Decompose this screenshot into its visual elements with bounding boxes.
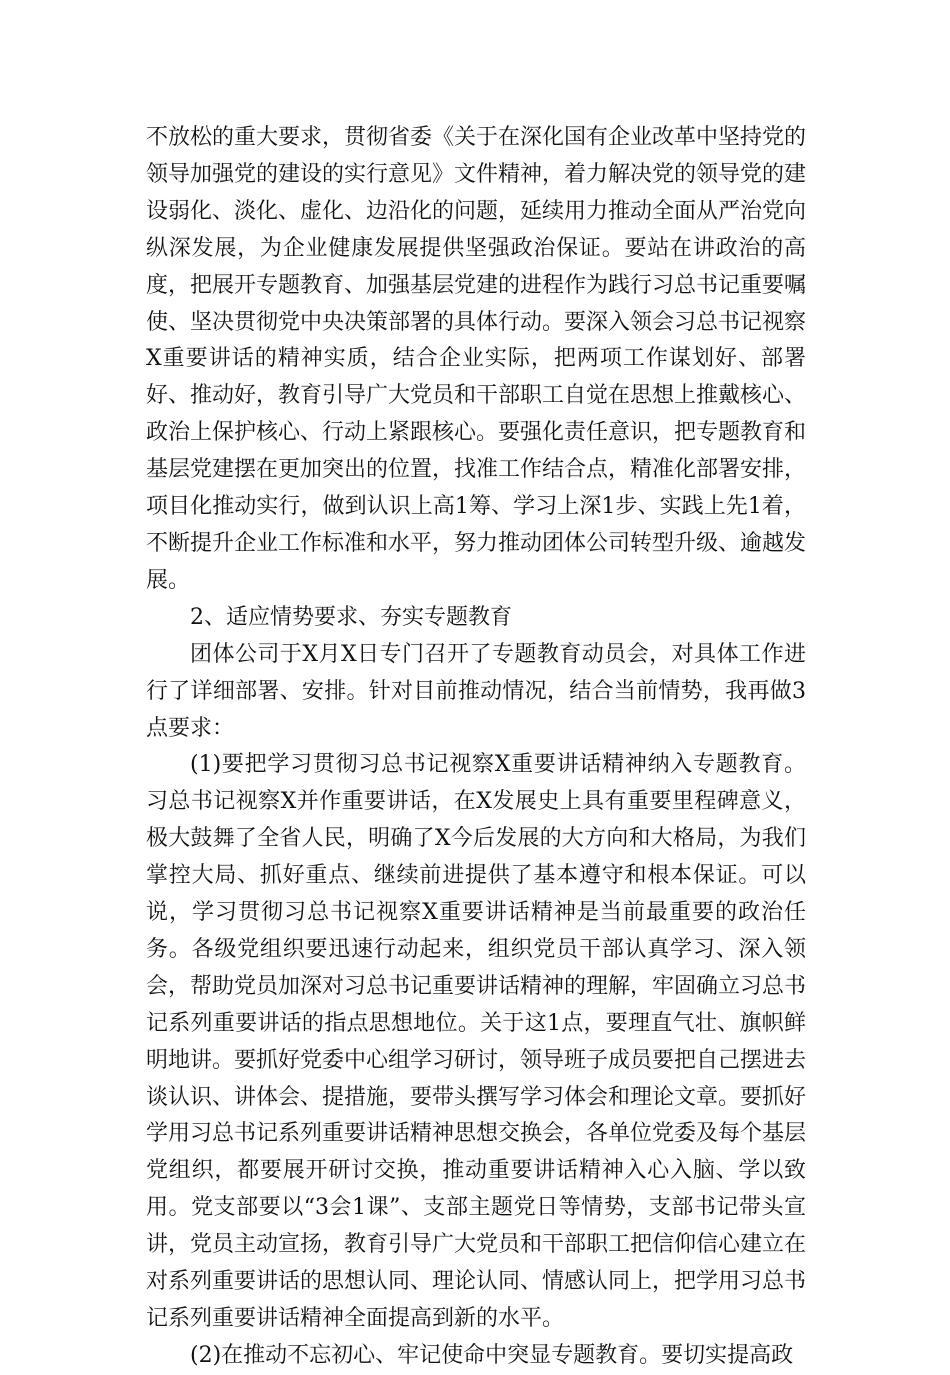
paragraph-requirement-1: (1)要把学习贯彻习总书记视察X重要讲话精神纳入专题教育。习总书记视察X并作重要讲话，在X发展史上具有重要里程碑意义，极大鼓舞了全省人民，明确了X今后发展的大方向和大格局，为我们掌控大局、抓好重点、继续前进提供了基本遵守和根本保证。可以说，学习贯彻习总书记视察X重要讲话精神是当前最重要的政治任务。各级党组织要迅速行动起来，组织党员干部认真学习、深入领会，帮助党员加深对习总书记重要讲话精神的理解，牢固确立习总书记系列重要讲话的指点思想地位。关于这1点，要理直气壮、旗帜鲜明地讲。要抓好党委中心组学习研讨，领导班子成员要把自己摆进去谈认识、讲体会、提措施，要带头撰写学习体会和理论文章。要抓好学用习总书记系列重要讲话精神思想交换会，各单位党委及每个基层党组织，都要展开研讨交换，推动重要讲话精神入心入脑、学以致用。党支部要以“3会1课”、支部主题党日等情势，支部书记带头宣讲，党员主动宣扬，教育引导广大党员和干部职工把信仰信心建立在对系列重要讲话的思想认同、理论认同、情感认同上，把学用习总书记系列重要讲话精神全面提高到新的水平。 [146,752,807,1331]
paragraph-requirement-2: (2)在推动不忘初心、牢记使命中突显专题教育。要切实提高政 [190,1342,794,1368]
paragraph-mobilization: 团体公司于X月X日专门召开了专题教育动员会，对具体工作进行了详细部署、安排。针对目前推动情况，结合当前情势，我再做3点要求： [146,641,806,741]
document-body [146,120,806,1375]
paragraph-continuation: 不放松的重大要求，贯彻省委《关于在深化国有企业改革中坚持党的领导加强党的建设的实行意见》文件精神，着力解决党的领导党的建设弱化、淡化、虚化、边沿化的问题，延续用力推动全面从严治党向纵深发展，为企业健康发展提供坚强政治保证。要站在讲政治的高度，把展开专题教育、加强基层党建的进程作为践行习总书记重要嘱使、坚决贯彻党中央决策部署的具体行动。要深入领会习总书记视察X重要讲话的精神实质，结合企业实际，把两项工作谋划好、部署好、推动好，教育引导广大党员和干部职工自觉在思想上推戴核心、政治上保护核心、行动上紧跟核心。要强化责任意识，把专题教育和基层党建摆在更加突出的位置，找准工作结合点，精准化部署安排，项目化推动实行，做到认识上高1筹、学习上深1步、实践上先1着，不断提升企业工作标准和水平，努力推动团体公司转型升级、逾越发展。 [146,125,807,593]
section-heading: 2、适应情势要求、夯实专题教育 [190,604,512,630]
